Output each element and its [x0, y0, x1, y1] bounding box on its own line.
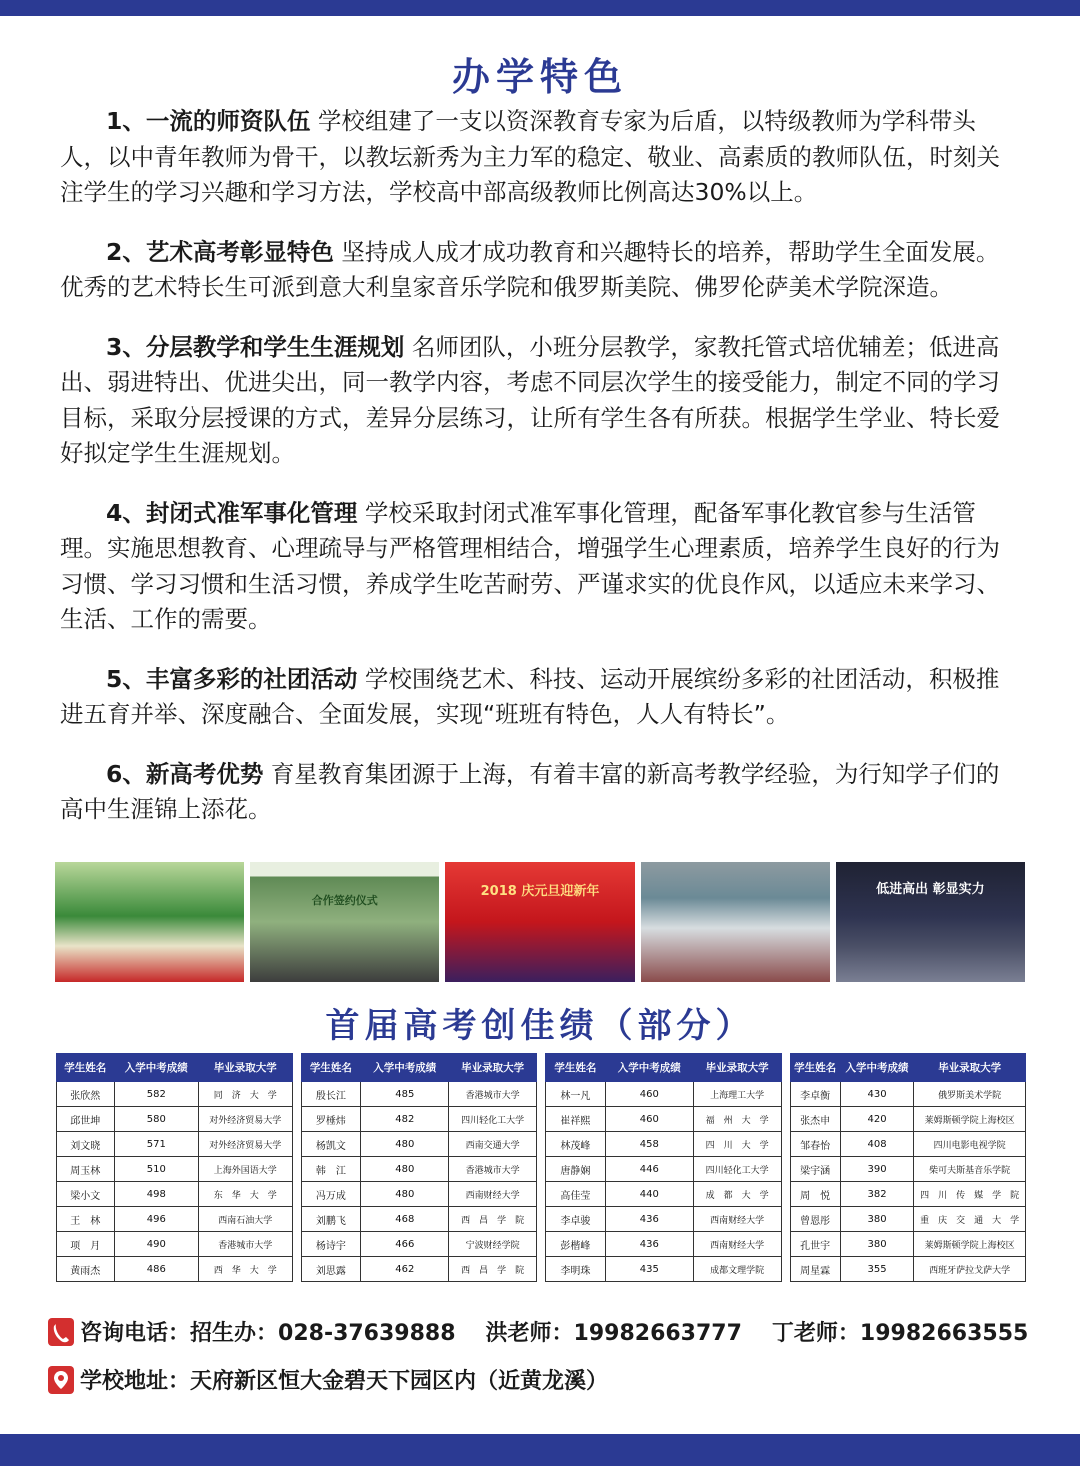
student-name-cell: 刘鹏飞: [301, 1207, 361, 1232]
table-row: [790, 1132, 1026, 1157]
feature-heading: 6、新高考优势: [106, 759, 264, 788]
photo-performance: [55, 862, 244, 982]
column-header: 学生姓名: [57, 1054, 115, 1082]
photo-strip: [55, 862, 1025, 982]
table-row: [301, 1232, 537, 1257]
university-cell: 香港城市大学: [449, 1157, 537, 1182]
score-cell: 435: [605, 1257, 693, 1282]
table-header-row: [790, 1054, 1026, 1082]
table-row: [301, 1182, 537, 1207]
university-cell: 成都文理学院: [693, 1257, 781, 1282]
university-cell: 莱姆斯顿学院上海校区: [914, 1107, 1026, 1132]
column-header: 入学中考成绩: [114, 1054, 198, 1082]
student-name-cell: 杨诗宇: [301, 1232, 361, 1257]
score-table: [545, 1053, 782, 1282]
student-name-cell: 冯万成: [301, 1182, 361, 1207]
score-cell: 498: [114, 1182, 198, 1207]
table-row: [57, 1257, 293, 1282]
phone-teacher-ding: 丁老师：19982663555: [771, 1321, 1029, 1346]
column-header: 入学中考成绩: [840, 1054, 914, 1082]
university-cell: 成 都 大 学: [693, 1182, 781, 1207]
table-row: [301, 1207, 537, 1232]
university-cell: 对外经济贸易大学: [199, 1132, 292, 1157]
contact-phone: [48, 1316, 1028, 1347]
feature-paragraph: [60, 757, 1022, 828]
student-name-cell: 王 林: [57, 1207, 115, 1232]
feature-text: 学校采取封闭式准军事化管理，配备军事化教官参与生活管理。实施思想教育、心理疏导与严格管理相结合，增强学生心理素质，培养学生良好的行为习惯、学习习惯和生活习惯，养成学生吃苦耐劳、严谨求实的优良作风，以适应未来学习、生活、工作的需要。: [60, 498, 1000, 633]
university-cell: 西南石油大学: [199, 1207, 292, 1232]
student-name-cell: 梁小文: [57, 1182, 115, 1207]
photo-award-conference: [836, 862, 1025, 982]
table-row: [57, 1132, 293, 1157]
table-row: [546, 1157, 782, 1182]
table-row: [301, 1132, 537, 1157]
score-cell: 380: [840, 1207, 914, 1232]
student-name-cell: 唐静娴: [546, 1157, 606, 1182]
score-cell: 420: [840, 1107, 914, 1132]
student-name-cell: 李卓衡: [790, 1082, 840, 1107]
table-row: [546, 1082, 782, 1107]
student-name-cell: 邹春怡: [790, 1132, 840, 1157]
table-row: [546, 1107, 782, 1132]
student-name-cell: 梁宇涵: [790, 1157, 840, 1182]
address-text: 天府新区恒大金碧天下园区内（近黄龙溪）: [190, 1369, 609, 1394]
feature-paragraph: [60, 496, 1022, 638]
student-name-cell: 黄雨杰: [57, 1257, 115, 1282]
score-cell: 462: [361, 1257, 449, 1282]
photo-group-gathering: [641, 862, 830, 982]
results-title: 首届高考创佳绩（部分）: [325, 1006, 755, 1046]
student-name-cell: 崔祥熙: [546, 1107, 606, 1132]
university-cell: 对外经济贸易大学: [199, 1107, 292, 1132]
student-name-cell: 孔世宇: [790, 1232, 840, 1257]
university-cell: 西南财经大学: [693, 1232, 781, 1257]
feature-text: 育星教育集团源于上海，有着丰富的新高考教学经验，为行知学子们的高中生涯锦上添花。: [60, 759, 1000, 823]
table-row: [57, 1232, 293, 1257]
university-cell: 四 川 大 学: [693, 1132, 781, 1157]
photo-new-year-show: [445, 862, 634, 982]
table-row: [790, 1232, 1026, 1257]
university-cell: 西南财经大学: [693, 1207, 781, 1232]
score-cell: 510: [114, 1157, 198, 1182]
feature-heading: 3、分层教学和学生生涯规划: [106, 332, 405, 361]
university-cell: 西南交通大学: [449, 1132, 537, 1157]
table-row: [546, 1257, 782, 1282]
table-row: [57, 1107, 293, 1132]
student-name-cell: 周星霖: [790, 1257, 840, 1282]
top-banner-bar: [0, 0, 1080, 16]
column-header: 毕业录取大学: [914, 1054, 1026, 1082]
table-row: [57, 1082, 293, 1107]
feature-text: 学校围绕艺术、科技、运动开展缤纷多彩的社团活动，积极推进五育并举、深度融合、全面发展，实现“班班有特色，人人有特长”。: [60, 664, 1000, 728]
score-cell: 436: [605, 1207, 693, 1232]
score-cell: 382: [840, 1182, 914, 1207]
feature-paragraph: [60, 104, 1022, 211]
photo-signing-ceremony: [250, 862, 439, 982]
university-cell: 香港城市大学: [199, 1232, 292, 1257]
student-name-cell: 周玉林: [57, 1157, 115, 1182]
column-header: 学生姓名: [546, 1054, 606, 1082]
university-cell: 上海外国语大学: [199, 1157, 292, 1182]
table-row: [790, 1157, 1026, 1182]
university-cell: 西 华 大 学: [199, 1257, 292, 1282]
page-title: 办学特色: [451, 55, 628, 99]
score-cell: 390: [840, 1157, 914, 1182]
score-cell: 482: [361, 1107, 449, 1132]
table-row: [301, 1257, 537, 1282]
bottom-banner-bar: [0, 1434, 1080, 1466]
score-table: [301, 1053, 538, 1282]
column-header: 入学中考成绩: [361, 1054, 449, 1082]
feature-paragraph: [60, 235, 1022, 306]
feature-heading: 4、封闭式准军事化管理: [106, 498, 358, 527]
university-cell: 西班牙萨拉戈萨大学: [914, 1257, 1026, 1282]
column-header: 学生姓名: [790, 1054, 840, 1082]
column-header: 入学中考成绩: [605, 1054, 693, 1082]
student-name-cell: 林一凡: [546, 1082, 606, 1107]
table-row: [57, 1207, 293, 1232]
student-name-cell: 韩 江: [301, 1157, 361, 1182]
university-cell: 四川电影电视学院: [914, 1132, 1026, 1157]
student-name-cell: 殷长江: [301, 1082, 361, 1107]
score-cell: 355: [840, 1257, 914, 1282]
score-table: [56, 1053, 293, 1282]
table-row: [790, 1107, 1026, 1132]
column-header: 学生姓名: [301, 1054, 361, 1082]
feature-heading: 5、丰富多彩的社团活动: [106, 664, 358, 693]
score-cell: 430: [840, 1082, 914, 1107]
contact-address: [48, 1364, 608, 1395]
score-cell: 486: [114, 1257, 198, 1282]
feature-heading: 2、艺术高考彰显特色: [106, 237, 334, 266]
student-name-cell: 曾恩彤: [790, 1207, 840, 1232]
student-name-cell: 李明珠: [546, 1257, 606, 1282]
score-cell: 580: [114, 1107, 198, 1132]
table-row: [790, 1207, 1026, 1232]
university-cell: 四川轻化工大学: [449, 1107, 537, 1132]
score-cell: 571: [114, 1132, 198, 1157]
features-section: [60, 104, 1022, 828]
university-cell: 东 华 大 学: [199, 1182, 292, 1207]
feature-paragraph: [60, 662, 1022, 733]
address-label: 学校地址：: [80, 1369, 191, 1394]
feature-text: 名师团队，小班分层教学，家教托管式培优辅差；低进高出、弱进特出、优进尖出，同一教学内容，考虑不同层次学生的接受能力，制定不同的学习目标，采取分层授课的方式，差异分层练习，让所有学生各有所获。根据学生学业、特长爱好拟定学生生涯规划。: [60, 332, 1000, 467]
student-name-cell: 彭楷峰: [546, 1232, 606, 1257]
score-cell: 582: [114, 1082, 198, 1107]
column-header: 毕业录取大学: [199, 1054, 292, 1082]
score-cell: 480: [361, 1157, 449, 1182]
phone-office: 招生办：028-37639888: [190, 1321, 456, 1346]
score-cell: 485: [361, 1082, 449, 1107]
score-cell: 480: [361, 1132, 449, 1157]
table-header-row: [301, 1054, 537, 1082]
student-name-cell: 周 悦: [790, 1182, 840, 1207]
university-cell: 柴可夫斯基音乐学院: [914, 1157, 1026, 1182]
table-header-row: [546, 1054, 782, 1082]
score-cell: 460: [605, 1107, 693, 1132]
university-cell: 俄罗斯美术学院: [914, 1082, 1026, 1107]
table-header-row: [57, 1054, 293, 1082]
student-name-cell: 高佳莹: [546, 1182, 606, 1207]
column-header: 毕业录取大学: [449, 1054, 537, 1082]
university-cell: 四 川 传 媒 学 院: [914, 1182, 1026, 1207]
table-row: [301, 1082, 537, 1107]
university-cell: 莱姆斯顿学院上海校区: [914, 1232, 1026, 1257]
feature-heading: 1、一流的师资队伍: [106, 107, 311, 135]
student-name-cell: 张杰申: [790, 1107, 840, 1132]
results-tables: [56, 1053, 1026, 1282]
phone-icon: [48, 1318, 74, 1346]
table-row: [546, 1232, 782, 1257]
table-row: [546, 1207, 782, 1232]
student-name-cell: 林茂峰: [546, 1132, 606, 1157]
student-name-cell: 项 月: [57, 1232, 115, 1257]
score-cell: 460: [605, 1082, 693, 1107]
university-cell: 宁波财经学院: [449, 1232, 537, 1257]
university-cell: 上海理工大学: [693, 1082, 781, 1107]
score-table: [790, 1053, 1027, 1282]
table-row: [57, 1182, 293, 1207]
photo-caption: 低进高出 彰显实力: [876, 882, 985, 897]
column-header: 毕业录取大学: [693, 1054, 781, 1082]
score-cell: 496: [114, 1207, 198, 1232]
university-cell: 西南财经大学: [449, 1182, 537, 1207]
score-cell: 480: [361, 1182, 449, 1207]
table-row: [790, 1182, 1026, 1207]
student-name-cell: 邱世坤: [57, 1107, 115, 1132]
university-cell: 西 昌 学 院: [449, 1207, 537, 1232]
table-row: [301, 1157, 537, 1182]
score-cell: 380: [840, 1232, 914, 1257]
university-cell: 四川轻化工大学: [693, 1157, 781, 1182]
table-row: [301, 1107, 537, 1132]
photo-caption: 2018 庆元旦迎新年: [480, 884, 600, 899]
feature-text: 坚持成人成才成功教育和兴趣特长的培养，帮助学生全面发展。优秀的艺术特长生可派到意大利皇家音乐学院和俄罗斯美院、佛罗伦萨美术学院深造。: [60, 237, 1000, 301]
score-cell: 466: [361, 1232, 449, 1257]
table-row: [546, 1182, 782, 1207]
score-cell: 408: [840, 1132, 914, 1157]
table-row: [790, 1082, 1026, 1107]
table-row: [57, 1157, 293, 1182]
university-cell: 香港城市大学: [449, 1082, 537, 1107]
student-name-cell: 刘文晓: [57, 1132, 115, 1157]
score-cell: 490: [114, 1232, 198, 1257]
table-row: [790, 1257, 1026, 1282]
student-name-cell: 杨凯文: [301, 1132, 361, 1157]
phone-label: 咨询电话：: [80, 1321, 191, 1346]
student-name-cell: 张欣然: [57, 1082, 115, 1107]
university-cell: 西 昌 学 院: [449, 1257, 537, 1282]
score-cell: 446: [605, 1157, 693, 1182]
student-name-cell: 李卓骏: [546, 1207, 606, 1232]
student-name-cell: 罗棰炜: [301, 1107, 361, 1132]
score-cell: 436: [605, 1232, 693, 1257]
university-cell: 同 济 大 学: [199, 1082, 292, 1107]
score-cell: 468: [361, 1207, 449, 1232]
feature-paragraph: [60, 330, 1022, 472]
score-cell: 458: [605, 1132, 693, 1157]
table-row: [546, 1132, 782, 1157]
score-cell: 440: [605, 1182, 693, 1207]
student-name-cell: 刘思露: [301, 1257, 361, 1282]
location-pin-icon: [48, 1366, 74, 1394]
university-cell: 福 州 大 学: [693, 1107, 781, 1132]
photo-caption: 合作签约仪式: [311, 894, 378, 907]
phone-teacher-hong: 洪老师：19982663777: [485, 1321, 742, 1346]
university-cell: 重 庆 交 通 大 学: [914, 1207, 1026, 1232]
feature-text: 学校组建了一支以资深教育专家为后盾，以特级教师为学科带头人，以中青年教师为骨干，以教坛新秀为主力军的稳定、敬业、高素质的教师队伍，时刻关注学生的学习兴趣和学习方法，学校高中部高级教师比例高达30%以上。: [60, 107, 1000, 206]
